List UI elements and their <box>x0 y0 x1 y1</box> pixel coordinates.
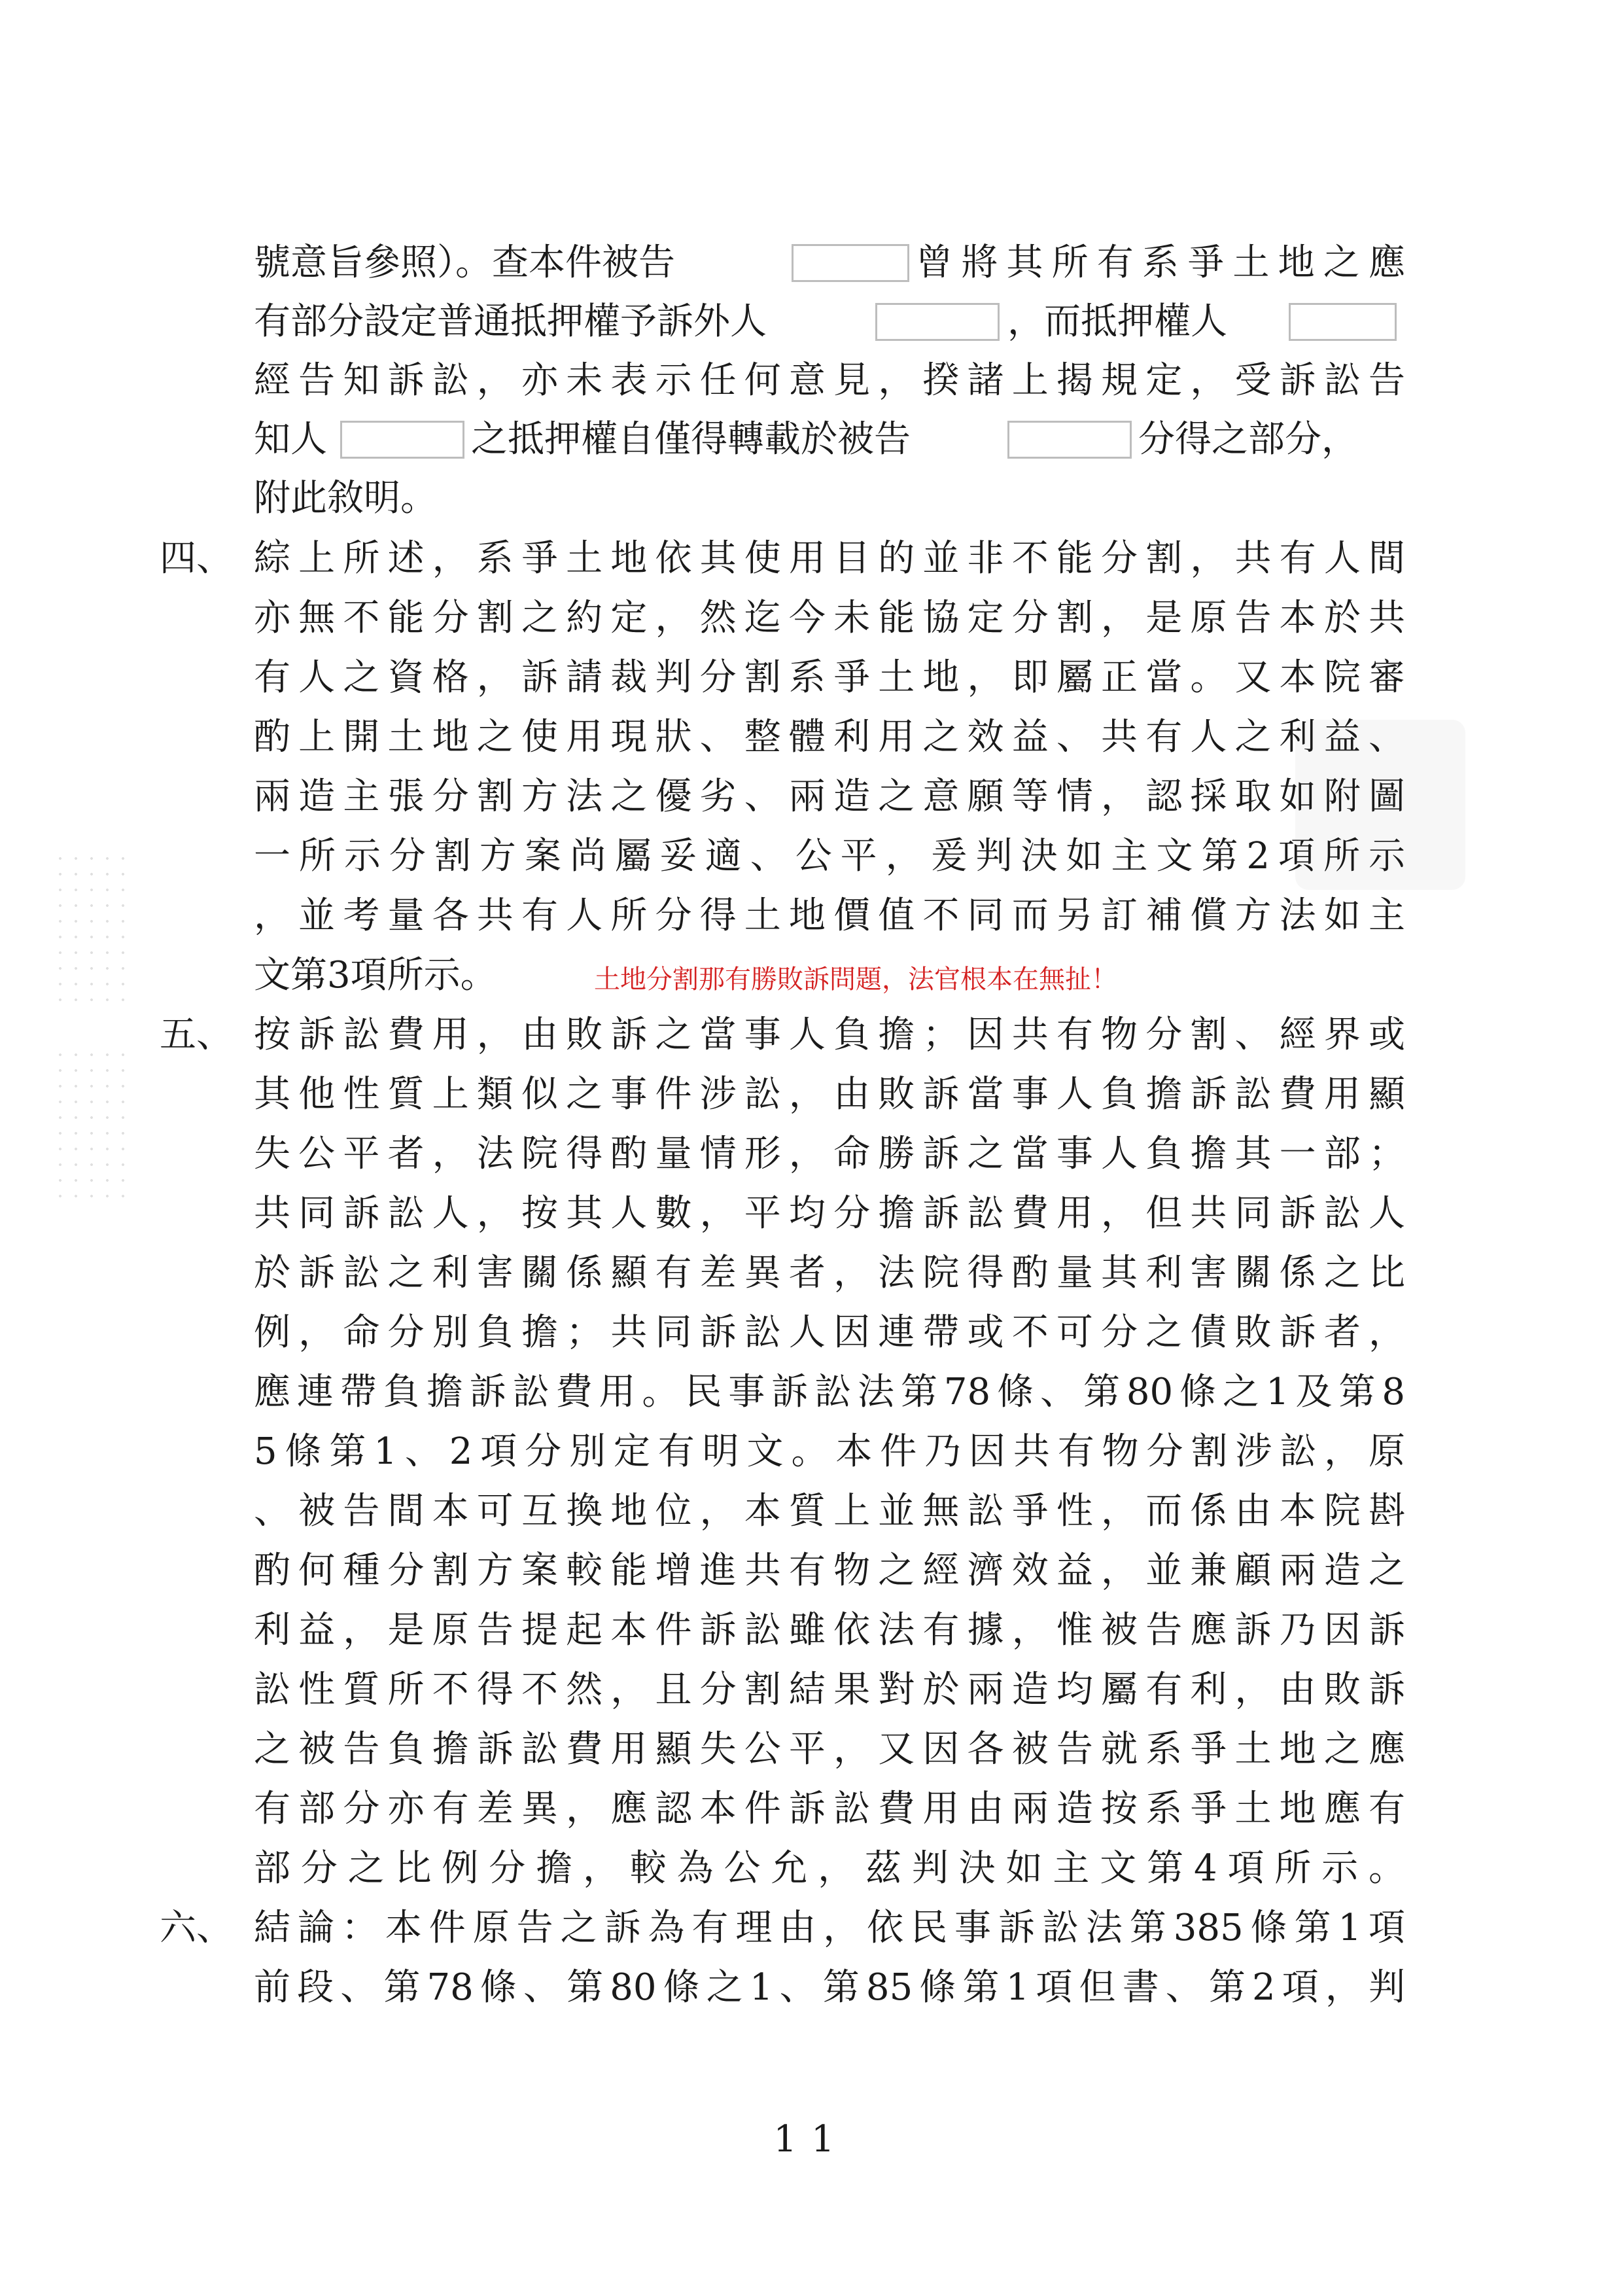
text-line: 酌上開土地之使用現狀、整體利用之效益、共有人之利益、 <box>254 716 1405 758</box>
text-line: 文第3項所示。 <box>254 954 497 997</box>
scan-edge-marks <box>52 1047 131 1204</box>
text-line: 失公平者，法院得酌量情形，命勝訴之當事人負擔其一部； <box>254 1133 1405 1175</box>
redaction-box <box>1007 421 1132 459</box>
text-line: 亦無不能分割之約定，然迄今未能協定分割，是原告本於共 <box>254 597 1405 639</box>
text-line: 酌何種分割方案較能增進共有物之經濟效益，並兼顧兩造之 <box>254 1549 1405 1592</box>
text-line: 曾將其所有系爭土地之應 <box>916 241 1405 284</box>
text-line: ，而抵押權人 <box>1007 300 1227 343</box>
text-line: 其他性質上類似之事件涉訟，由敗訴當事人負擔訴訟費用顯 <box>254 1073 1405 1116</box>
text-line: ，並考量各共有人所分得土地價值不同而另訂補償方法如主 <box>254 894 1405 937</box>
text-line: 分得之部分， <box>1138 418 1358 461</box>
text-line: 之被告負擔訴訟費用顯失公平，又因各被告就系爭土地之應 <box>254 1728 1405 1771</box>
text-line: 知人 <box>254 418 327 461</box>
text-line: 經告知訴訟，亦未表示任何意見，揆諸上揭規定，受訴訟告 <box>254 359 1405 402</box>
red-annotation: 土地分割那有勝敗訴問題，法官根本在無扯！ <box>594 964 1117 995</box>
text-line: 兩造主張分割方法之優劣、兩造之意願等情，認採取如附圖 <box>254 775 1405 818</box>
text-line: 之抵押權自僅得轉載於被告 <box>471 418 911 461</box>
redaction-box <box>792 244 909 282</box>
section-marker: 六、 <box>160 1907 233 1949</box>
scan-edge-marks <box>52 851 131 1008</box>
text-line: 應連帶負擔訴訟費用。民事訴訟法第78條、第80條之1及第8 <box>254 1371 1405 1413</box>
text-line: 結論：本件原告之訴為有理由，依民事訴訟法第385條第1項 <box>254 1907 1405 1949</box>
text-line: 5條第1、2項分別定有明文。本件乃因共有物分割涉訟，原 <box>254 1430 1405 1473</box>
text-line: 訟性質所不得不然，且分割結果對於兩造均屬有利，由敗訴 <box>254 1669 1405 1711</box>
text-line: 有部分設定普通抵押權予訴外人 <box>254 300 767 343</box>
text-line: 一所示分割方案尚屬妥適、公平，爰判決如主文第2項所示 <box>254 835 1405 877</box>
text-line: 有人之資格，訴請裁判分割系爭土地，即屬正當。又本院審 <box>254 656 1405 699</box>
text-line: 利益，是原告提起本件訴訟雖依法有據，惟被告應訴乃因訴 <box>254 1609 1405 1651</box>
text-line: 例，命分別負擔；共同訴訟人因連帶或不可分之債敗訴者， <box>254 1311 1405 1354</box>
text-line: 共同訴訟人，按其人數，平均分擔訴訟費用，但共同訴訟人 <box>254 1192 1405 1235</box>
text-line: 綜上所述，系爭土地依其使用目的並非不能分割，共有人間 <box>254 537 1405 580</box>
redaction-box <box>1289 303 1397 341</box>
page-number: 11 <box>773 2118 849 2161</box>
text-line: 附此敘明。 <box>254 477 437 520</box>
text-line: 、被告間本可互換地位，本質上並無訟爭性，而係由本院斟 <box>254 1490 1405 1532</box>
text-line: 於訴訟之利害關係顯有差異者，法院得酌量其利害關係之比 <box>254 1252 1405 1294</box>
text-line: 部分之比例分擔，較為公允，茲判決如主文第4項所示。 <box>254 1847 1405 1890</box>
text-line: 有部分亦有差異，應認本件訴訟費用由兩造按系爭土地應有 <box>254 1788 1405 1830</box>
text-line: 號意旨參照）。查本件被告 <box>254 241 675 284</box>
text-line: 前段、第78條、第80條之1、第85條第1項但書、第2項，判 <box>254 1966 1405 2009</box>
text-line: 按訴訟費用，由敗訴之當事人負擔；因共有物分割、經界或 <box>254 1014 1405 1056</box>
redaction-box <box>875 303 1000 341</box>
section-marker: 五、 <box>160 1014 233 1056</box>
redaction-box <box>340 421 464 459</box>
section-marker: 四、 <box>160 537 233 580</box>
